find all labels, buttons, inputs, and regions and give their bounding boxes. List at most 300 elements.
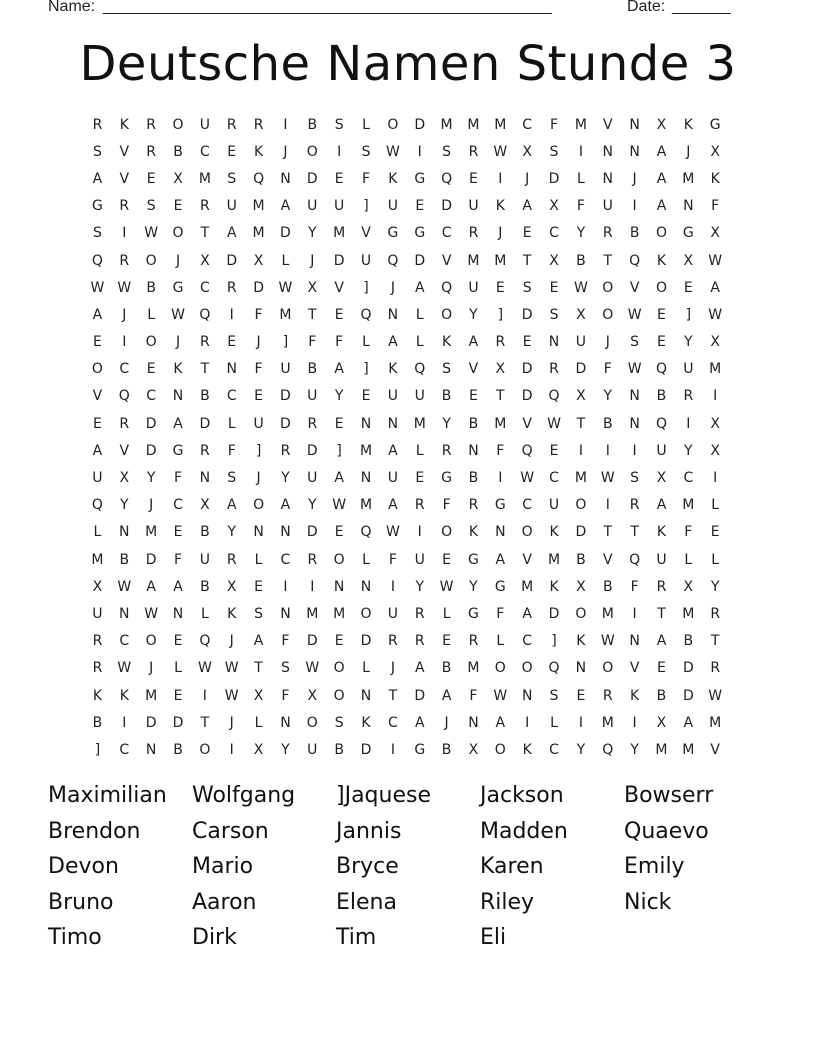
grid-letter: C [173, 497, 183, 514]
grid-letter: N [629, 633, 640, 650]
grid-letter: N [387, 306, 399, 323]
grid-letter: Y [710, 578, 720, 595]
grid-letter: O [441, 524, 453, 541]
grid-letter: D [172, 714, 184, 731]
grid-letter: L [362, 116, 370, 133]
grid-letter: B [307, 116, 318, 133]
grid-letter: A [656, 143, 667, 160]
grid-letter: E [227, 334, 237, 351]
grid-letter: L [576, 170, 585, 187]
grid-letter: Q [441, 170, 453, 187]
grid-letter: X [576, 388, 586, 405]
grid-letter: S [227, 170, 237, 187]
grid-letter: R [683, 388, 694, 405]
grid-letter: S [630, 470, 640, 487]
grid-letter: F [630, 578, 639, 595]
grid-letter: C [387, 714, 398, 731]
grid-letter: Q [441, 279, 453, 296]
grid-letter: G [682, 225, 694, 242]
grid-letter: O [575, 605, 587, 622]
grid-letter: J [310, 252, 315, 269]
grid-letter: D [226, 252, 238, 269]
grid-letter: J [525, 170, 530, 187]
grid-letter: O [306, 714, 318, 731]
grid-letter: Y [308, 225, 317, 242]
grid-letter: D [333, 252, 345, 269]
grid-letter: ] [363, 361, 369, 378]
word-bank-item: Bowserr [624, 783, 714, 808]
grid-letter: N [629, 388, 640, 405]
grid-letter: O [91, 361, 103, 378]
grid-letter: W [439, 578, 454, 595]
grid-letter: M [306, 605, 319, 622]
grid-letter: I [390, 741, 395, 758]
grid-letter: T [657, 605, 666, 622]
word-bank-item: Bruno [48, 889, 114, 915]
grid-letter: R [200, 334, 210, 351]
grid-letter: B [200, 578, 210, 595]
grid-letter: W [332, 497, 347, 514]
grid-letter: B [92, 714, 103, 731]
grid-letter: R [388, 633, 398, 650]
grid-letter: V [92, 388, 103, 405]
grid-letter: S [334, 116, 344, 133]
grid-letter: E [254, 388, 264, 405]
grid-letter: N [629, 116, 640, 133]
grid-letter: X [200, 252, 210, 269]
grid-letter: V [119, 143, 130, 160]
grid-letter: M [682, 497, 695, 514]
grid-letter: N [253, 524, 264, 541]
grid-letter: V [602, 116, 613, 133]
grid-letter: M [252, 198, 265, 215]
grid-letter: D [414, 116, 426, 133]
grid-letter: R [253, 116, 264, 133]
grid-letter: S [334, 714, 344, 731]
grid-letter: N [468, 442, 479, 459]
grid-letter: L [415, 306, 424, 323]
grid-letter: W [278, 279, 293, 296]
grid-letter: N [226, 361, 237, 378]
grid-letter: R [710, 605, 721, 622]
grid-letter: Q [521, 442, 533, 459]
grid-letter: Q [253, 170, 265, 187]
grid-letter: Y [576, 225, 586, 242]
word-bank-item: Eli [480, 925, 507, 950]
word-bank-item: Elena [336, 889, 397, 915]
grid-letter: A [280, 198, 291, 215]
grid-letter: X [656, 470, 667, 487]
grid-letter: F [281, 633, 290, 650]
grid-letter: I [283, 578, 288, 595]
grid-letter: O [333, 551, 345, 568]
grid-letter: X [92, 578, 103, 595]
grid-letter: U [307, 388, 318, 405]
grid-letter: M [279, 306, 292, 323]
grid-letter: K [576, 633, 586, 650]
grid-letter: Q [199, 306, 211, 323]
grid-letter: C [522, 116, 533, 133]
word-bank-item: Madden [480, 818, 568, 844]
grid-letter: F [281, 687, 290, 704]
grid-letter: K [683, 116, 693, 133]
grid-letter: L [415, 442, 424, 459]
grid-letter: W [627, 361, 642, 378]
grid-letter: W [493, 143, 508, 160]
grid-letter: R [468, 143, 479, 160]
grid-letter: W [224, 660, 239, 677]
grid-letter: F [173, 551, 183, 568]
grid-letter: B [173, 741, 183, 758]
grid-letter: T [200, 714, 210, 731]
grid-letter: R [92, 633, 103, 650]
grid-letter: C [280, 551, 291, 568]
grid-letter: Q [655, 415, 667, 432]
grid-letter: G [387, 225, 399, 242]
grid-letter: M [709, 361, 722, 378]
grid-letter: D [441, 198, 452, 215]
grid-letter: I [122, 714, 127, 731]
grid-letter: J [686, 143, 691, 160]
grid-letter: A [173, 415, 183, 432]
grid-letter: E [146, 170, 156, 187]
grid-letter: U [92, 470, 103, 487]
grid-letter: A [656, 170, 667, 187]
grid-letter: E [657, 334, 666, 351]
grid-letter: Q [387, 252, 399, 269]
grid-letter: E [334, 633, 344, 650]
grid-letter: E [334, 524, 344, 541]
grid-letter: U [280, 361, 291, 378]
grid-letter: K [227, 605, 237, 622]
grid-letter: E [549, 279, 559, 296]
grid-letter: O [145, 633, 157, 650]
grid-letter: N [333, 578, 345, 595]
grid-letter: F [469, 687, 478, 704]
grid-letter: L [281, 252, 290, 269]
grid-letter: Y [281, 741, 290, 758]
grid-letter: O [253, 497, 265, 514]
grid-letter: B [468, 415, 479, 432]
grid-letter: V [602, 551, 613, 568]
word-bank-item: Dirk [192, 925, 237, 950]
grid-letter: E [173, 633, 183, 650]
grid-letter: I [605, 442, 610, 459]
grid-letter: F [496, 442, 505, 459]
grid-letter: R [92, 116, 103, 133]
grid-letter: U [387, 605, 398, 622]
grid-letter: X [253, 741, 264, 758]
grid-letter: A [92, 170, 103, 187]
grid-letter: J [256, 334, 261, 351]
grid-letter: S [227, 470, 237, 487]
grid-letter: N [548, 334, 560, 351]
grid-letter: E [146, 361, 156, 378]
grid-letter: I [632, 714, 637, 731]
grid-letter: A [253, 633, 264, 650]
grid-letter: ] [94, 741, 101, 758]
grid-letter: R [468, 225, 479, 242]
grid-letter: E [361, 388, 371, 405]
grid-letter: O [521, 660, 533, 677]
grid-letter: I [525, 714, 530, 731]
grid-letter: F [388, 551, 397, 568]
grid-letter: W [708, 306, 723, 323]
grid-letter: A [226, 497, 237, 514]
grid-letter: N [360, 415, 372, 432]
grid-letter: A [226, 225, 237, 242]
grid-letter: N [280, 524, 291, 541]
grid-letter: N [521, 687, 533, 704]
grid-letter: I [605, 497, 610, 514]
grid-letter: ] [255, 442, 262, 459]
name-field-line[interactable]: ______________________________________________________ [103, 0, 552, 15]
grid-letter: Y [469, 306, 478, 323]
grid-letter: N [199, 470, 211, 487]
grid-letter: M [601, 605, 614, 622]
grid-letter: B [441, 741, 452, 758]
word-bank-item: ]Jaquese [336, 783, 431, 808]
grid-letter: Y [120, 497, 129, 514]
grid-letter: B [656, 687, 667, 704]
grid-letter: X [253, 687, 264, 704]
grid-letter: R [119, 415, 130, 432]
grid-letter: Y [334, 388, 344, 405]
grid-letter: N [280, 170, 291, 187]
grid-letter: F [173, 470, 183, 487]
grid-letter: M [547, 551, 561, 568]
grid-letter: V [441, 252, 452, 269]
grid-letter: K [522, 741, 532, 758]
grid-letter: M [682, 170, 695, 187]
grid-letter: E [173, 198, 183, 215]
word-bank-item: Devon [48, 854, 119, 879]
grid-letter: S [549, 143, 559, 160]
grid-letter: J [149, 660, 154, 677]
grid-letter: B [200, 388, 210, 405]
grid-letter: D [280, 415, 291, 432]
grid-letter: N [602, 143, 613, 160]
grid-letter: O [306, 143, 318, 160]
grid-letter: W [708, 687, 723, 704]
grid-letter: V [710, 741, 720, 758]
grid-letter: Y [281, 470, 290, 487]
grid-letter: R [549, 361, 559, 378]
grid-letter: G [468, 551, 479, 568]
grid-letter: K [495, 198, 505, 215]
name-label: Name: [48, 0, 96, 15]
grid-letter: L [362, 551, 370, 568]
grid-letter: W [385, 143, 400, 160]
grid-letter: D [145, 415, 157, 432]
grid-letter: F [550, 116, 559, 133]
grid-letter: I [713, 470, 718, 487]
grid-letter: E [227, 143, 237, 160]
grid-letter: B [307, 361, 318, 378]
grid-letter: M [467, 116, 480, 133]
grid-letter: Y [442, 415, 451, 432]
grid-letter: ] [336, 442, 342, 459]
grid-letter: X [495, 361, 506, 378]
grid-letter: J [390, 660, 395, 677]
grid-letter: D [280, 225, 291, 242]
word-bank-item: Tim [336, 925, 377, 950]
grid-letter: O [333, 660, 345, 677]
grid-letter: E [522, 334, 532, 351]
grid-letter: W [197, 660, 212, 677]
grid-letter: K [361, 714, 371, 731]
word-bank-item: Karen [480, 854, 544, 879]
grid-letter: T [630, 524, 639, 541]
grid-letter: W [547, 415, 561, 432]
grid-letter: A [441, 687, 452, 704]
grid-letter: A [146, 578, 156, 595]
grid-letter: V [468, 361, 479, 378]
grid-letter: I [229, 741, 234, 758]
grid-letter: N [145, 741, 157, 758]
grid-letter: Y [415, 578, 425, 595]
grid-letter: C [549, 225, 559, 242]
grid-letter: B [602, 415, 613, 432]
grid-letter: L [711, 497, 720, 514]
grid-letter: V [522, 415, 532, 432]
grid-letter: O [521, 524, 533, 541]
word-bank-item: Jackson [480, 783, 564, 808]
grid-letter: R [307, 415, 318, 432]
grid-letter: C [683, 470, 694, 487]
grid-letter: Q [548, 660, 560, 677]
grid-letter: G [172, 279, 184, 296]
grid-letter: L [711, 551, 720, 568]
grid-letter: I [632, 442, 637, 459]
grid-letter: S [92, 143, 102, 160]
grid-letter: M [467, 252, 480, 269]
grid-letter: J [390, 279, 395, 296]
grid-letter: R [146, 143, 157, 160]
grid-letter: D [682, 660, 694, 677]
grid-letter: F [442, 497, 451, 514]
grid-letter: E [334, 306, 344, 323]
grid-letter: L [227, 415, 236, 432]
grid-letter: U [387, 388, 398, 405]
grid-letter: Q [655, 361, 667, 378]
grid-letter: E [576, 687, 586, 704]
grid-letter: M [574, 116, 587, 133]
grid-letter: A [710, 279, 720, 296]
grid-letter: A [522, 605, 532, 622]
grid-letter: X [710, 415, 720, 432]
grid-letter: O [172, 116, 184, 133]
grid-letter: G [172, 442, 184, 459]
grid-letter: G [441, 470, 453, 487]
grid-letter: K [656, 524, 667, 541]
grid-letter: D [360, 633, 372, 650]
grid-letter: M [494, 252, 507, 269]
grid-letter: E [683, 279, 693, 296]
grid-letter: W [493, 687, 508, 704]
grid-letter: X [710, 143, 720, 160]
grid-letter: D [253, 279, 264, 296]
grid-letter: T [522, 252, 532, 269]
grid-letter: D [548, 170, 560, 187]
grid-letter: N [629, 415, 640, 432]
grid-letter: O [494, 660, 506, 677]
word-bank-item: Aaron [192, 889, 257, 915]
grid-letter: A [656, 497, 667, 514]
grid-letter: K [549, 524, 559, 541]
grid-letter: J [283, 143, 288, 160]
word-bank-item: Carson [192, 818, 269, 844]
grid-letter: Y [308, 497, 317, 514]
grid-letter: D [575, 524, 587, 541]
word-bank-item: Bryce [336, 854, 399, 879]
grid-letter: F [254, 361, 263, 378]
grid-letter: O [494, 741, 506, 758]
grid-letter: A [683, 714, 694, 731]
grid-letter: U [92, 605, 103, 622]
grid-letter: L [200, 605, 209, 622]
grid-letter: D [521, 361, 533, 378]
grid-letter: C [199, 143, 210, 160]
word-bank-item: Jannis [336, 818, 402, 844]
grid-letter: S [442, 143, 452, 160]
grid-letter: U [468, 279, 479, 296]
grid-letter: R [119, 198, 130, 215]
grid-letter: K [549, 578, 559, 595]
grid-letter: Y [469, 578, 478, 595]
grid-letter: N [119, 524, 130, 541]
grid-letter: M [655, 741, 668, 758]
grid-letter: J [256, 470, 261, 487]
grid-letter: S [146, 198, 156, 215]
grid-letter: T [388, 687, 398, 704]
grid-letter: E [415, 198, 425, 215]
grid-letter: I [417, 524, 422, 541]
grid-letter: S [361, 143, 371, 160]
grid-letter: A [495, 551, 506, 568]
grid-letter: I [632, 605, 637, 622]
grid-letter: U [199, 551, 210, 568]
grid-letter: A [334, 361, 344, 378]
grid-letter: O [199, 741, 211, 758]
grid-letter: I [632, 198, 637, 215]
grid-letter: J [229, 633, 234, 650]
grid-letter: Y [603, 388, 613, 405]
grid-letter: Y [630, 741, 639, 758]
word-bank-item: Riley [480, 889, 535, 915]
grid-letter: K [468, 524, 479, 541]
grid-letter: E [442, 633, 452, 650]
grid-letter: M [521, 578, 534, 595]
date-field-line[interactable]: _______ [672, 0, 731, 15]
grid-letter: E [469, 170, 478, 187]
grid-letter: D [521, 306, 533, 323]
grid-letter: E [93, 334, 102, 351]
grid-letter: K [710, 170, 720, 187]
grid-letter: W [224, 687, 239, 704]
grid-letter: R [602, 687, 613, 704]
grid-letter: K [630, 687, 640, 704]
grid-letter: E [173, 524, 183, 541]
grid-letter: W [90, 279, 105, 296]
grid-letter: N [360, 687, 372, 704]
grid-letter: N [360, 470, 372, 487]
grid-letter: X [576, 578, 586, 595]
grid-letter: I [713, 388, 718, 405]
grid-letter: Q [548, 388, 560, 405]
grid-letter: M [198, 170, 211, 187]
grid-letter: B [441, 660, 452, 677]
